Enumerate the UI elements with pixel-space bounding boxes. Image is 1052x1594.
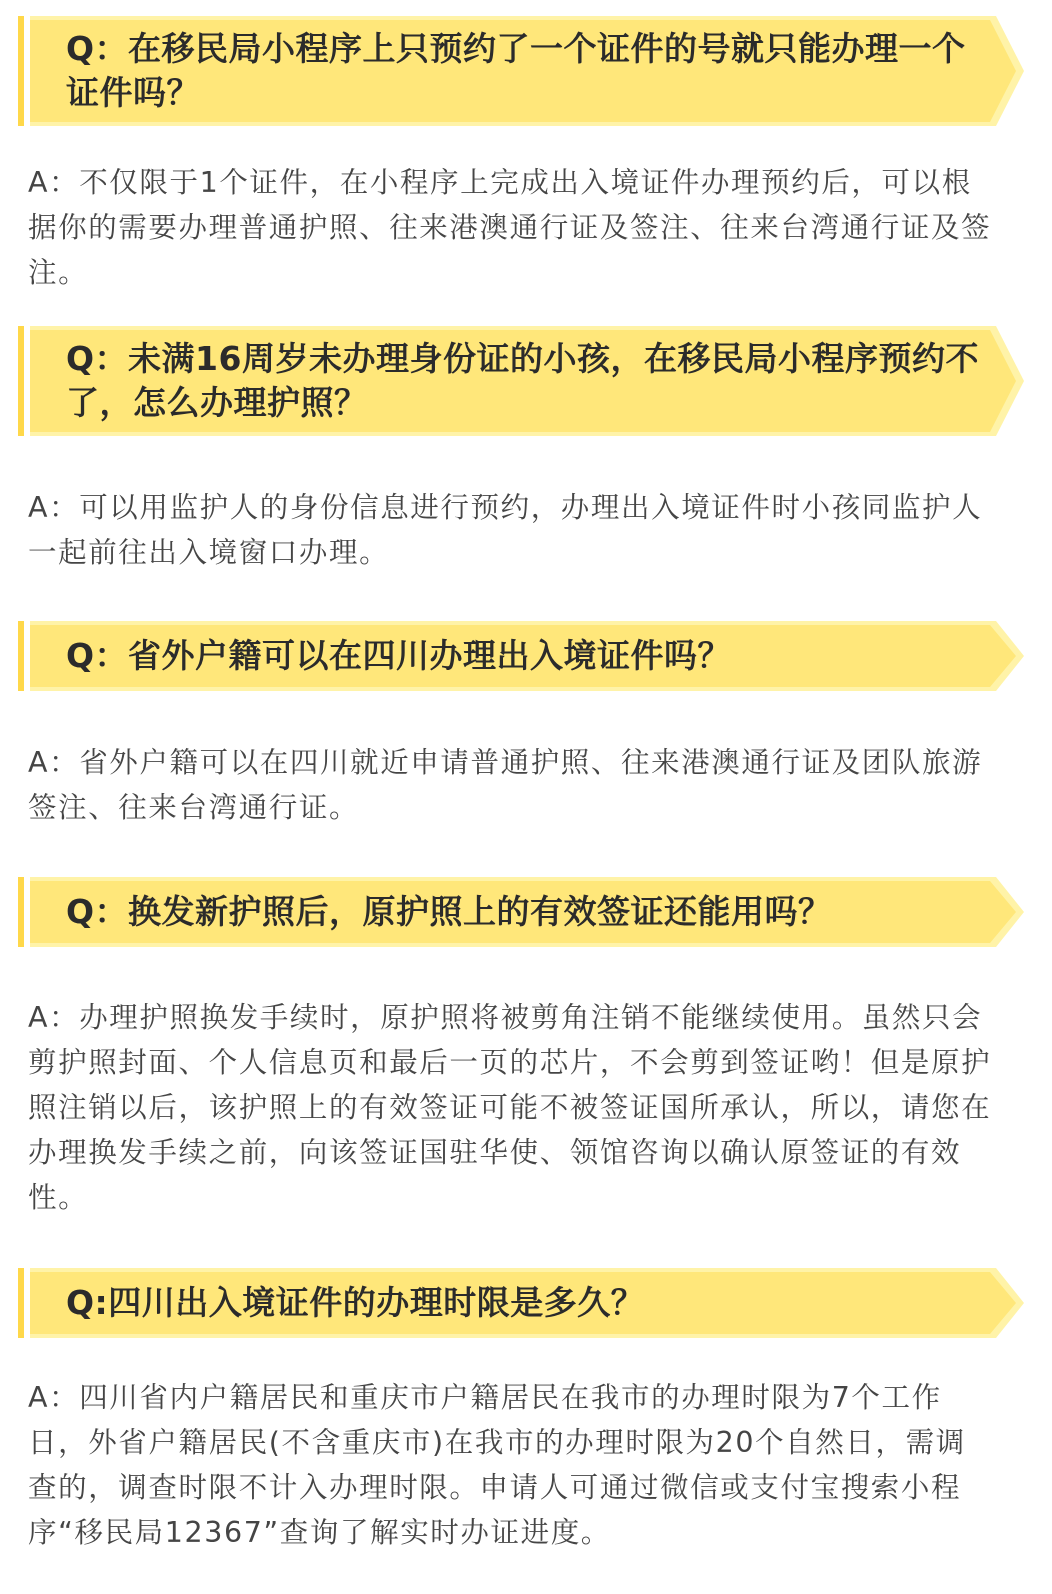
question-banner (18, 877, 1024, 947)
answer-text: A：省外户籍可以在四川就近申请普通护照、往来港澳通行证及团队旅游签注、往来台湾通行证。 (28, 746, 983, 824)
question-text: Q：换发新护照后，原护照上的有效签证还能用吗？ (66, 892, 832, 931)
question-banner (18, 326, 1024, 436)
question-banner (18, 16, 1024, 126)
question-banner (18, 1268, 1024, 1338)
question-text: Q:四川出入境证件的办理时限是多久？ (66, 1283, 645, 1322)
answer-text: A：可以用监护人的身份信息进行预约，办理出入境证件时小孩同监护人一起前往出入境窗口办理。 (28, 491, 983, 569)
answer-text: A：不仅限于1个证件，在小程序上完成出入境证件办理预约后，可以根据你的需要办理普通护照、往来港澳通行证及签注、往来台湾通行证及签注。 (28, 166, 992, 289)
question-text: Q：未满16周岁未办理身份证的小孩，在移民局小程序预约不了，怎么办理护照？ (66, 339, 979, 422)
answer-text: A：四川省内户籍居民和重庆市户籍居民在我市的办理时限为7个工作日，外省户籍居民(不含重庆市)在我市的办理时限为20个自然日，需调查的，调查时限不计入办理时限。申请人可通过微信或支付宝搜索小程序“移民局12367”查询了解实时办证进度。 (28, 1381, 966, 1549)
question-text: Q：省外户籍可以在四川办理出入境证件吗？ (66, 636, 732, 675)
answer-text: A：办理护照换发手续时，原护照将被剪角注销不能继续使用。虽然只会剪护照封面、个人信息页和最后一页的芯片，不会剪到签证哟！但是原护照注销以后，该护照上的有效签证可能不被签证国所承认，所以，请您在办理换发手续之前，向该签证国驻华使、领馆咨询以确认原签证的有效性。 (28, 1001, 992, 1214)
question-banner (18, 621, 1024, 691)
question-text: Q：在移民局小程序上只预约了一个证件的号就只能办理一个证件吗？ (66, 29, 966, 112)
